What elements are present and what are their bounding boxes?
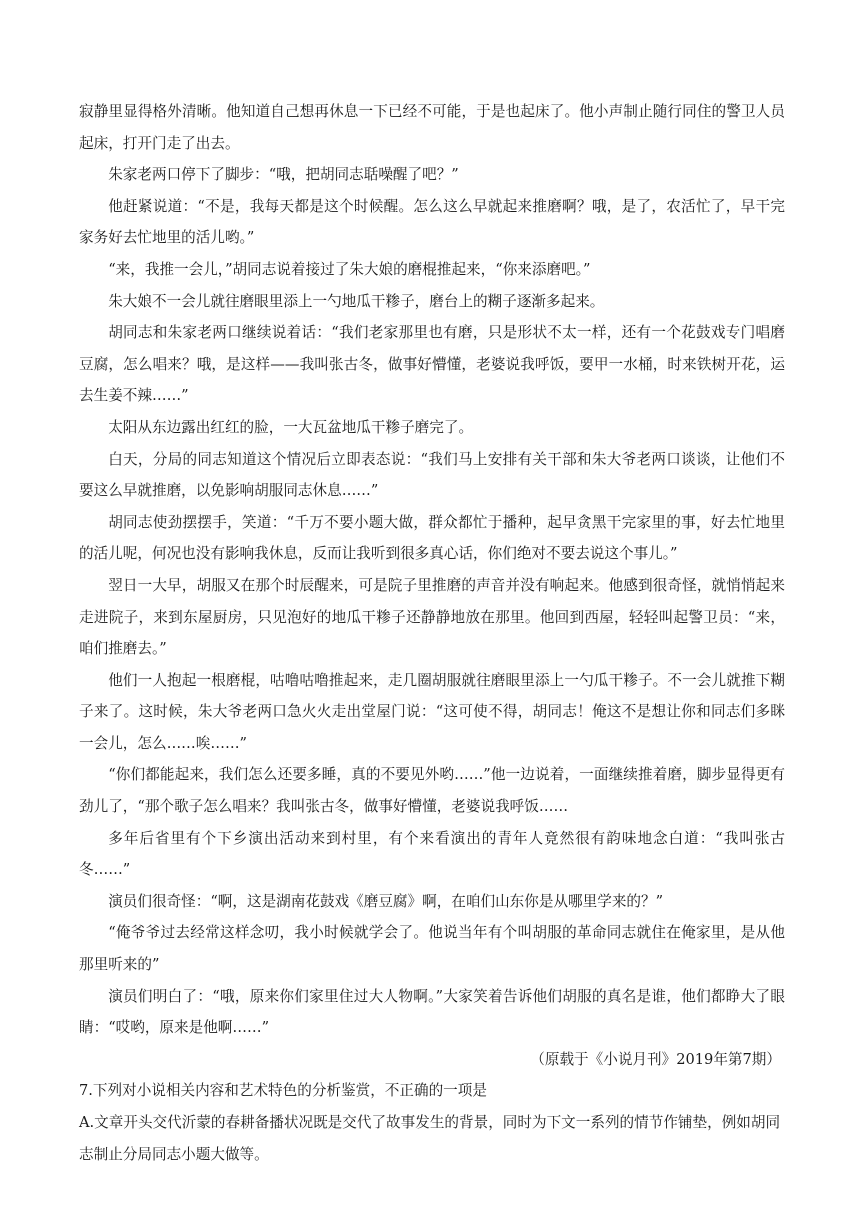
story-paragraph: 胡同志和朱家老两口继续说着话：“我们老家那里也有磨，只是形状不太一样，还有一个花鼓戏专门唱磨豆腐，怎么唱来？哦，是这样——我叫张古冬，做事好懵懂，老婆说我呼饭，要甲一水桶，时来铁树开花，运去生姜不辣……”: [79, 324, 785, 405]
story-paragraph: 翌日一大早，胡服又在那个时辰醒来，可是院子里推磨的声音并没有响起来。他感到很奇怪，就悄悄起来走进院子，来到东屋厨房，只见泡好的地瓜干糁子还静静地放在那里。他回到西屋，轻轻叫起警卫员：“来，咱们推磨去。”: [79, 576, 785, 658]
question-stem: 7.下列对小说相关内容和艺术特色的分析鉴赏，不正确的一项是: [79, 1082, 487, 1100]
source-citation: （原载于《小说月刊》2019年第7期）: [530, 1050, 781, 1068]
story-paragraph: 朱大娘不一会儿就往磨眼里添上一勺地瓜干糁子，磨台上的糊子逐渐多起来。: [108, 292, 605, 310]
story-paragraph: “你们都能起来，我们怎么还要多睡，真的不要见外哟……”他一边说着，一面继续推着磨，脚步显得更有劲儿了，“那个歌子怎么唱来？我叫张古冬，做事好懵懂，老婆说我呼饭……: [79, 766, 785, 816]
story-paragraph: 他们一人抱起一根磨棍，咕噜咕噜推起来，走几圈胡服就往磨眼里添上一勺瓜干糁子。不一会儿就推下糊子来了。这时候，朱大爷老两口急火火走出堂屋门说：“这可使不得，胡同志！俺这不是想让你和同志们多眯一会儿，怎么……唉……”: [79, 671, 785, 752]
option-a: A.文章开头交代沂蒙的春耕备播状况既是交代了故事发生的背景，同时为下文一系列的情节作铺垫，例如胡同志制止分局同志小题大做等。: [79, 1114, 781, 1163]
story-paragraph: 朱家老两口停下了脚步：“哦，把胡同志聒噪醒了吧？”: [108, 166, 459, 184]
story-paragraph: 寂静里显得格外清晰。他知道自己想再休息一下已经不可能，于是也起床了。他小声制止随行同住的警卫人员起床，打开门走了出去。: [79, 103, 785, 152]
story-paragraph: 演员们很奇怪：“啊，这是湖南花鼓戏《磨豆腐》啊，在咱们山东你是从哪里学来的？”: [108, 892, 664, 910]
story-paragraph: 演员们明白了：“哦，原来你们家里住过大人物啊。”大家笑着告诉他们胡服的真名是谁，他们都睁大了眼睛：“哎哟，原来是他啊……”: [79, 987, 785, 1037]
story-body: [79, 96, 785, 1044]
story-paragraph: 胡同志使劲摆摆手，笑道：“千万不要小题大做，群众都忙于播种，起早贪黑干完家里的事，好去忙地里的活儿呢，何况也没有影响我休息，反而让我听到很多真心话，你们绝对不要去说这个事儿。”: [79, 513, 785, 563]
story-paragraph: 白天，分局的同志知道这个情况后立即表态说：“我们马上安排有关干部和朱大爷老两口谈谈，让他们不要这么早就推磨，以免影响胡服同志休息……”: [79, 450, 785, 500]
story-paragraph: 多年后省里有个下乡演出活动来到村里，有个来看演出的青年人竟然很有韵味地念白道：“我叫张古冬……”: [79, 829, 785, 879]
document-page: [79, 96, 785, 1170]
story-paragraph: “俺爷爷过去经常这样念叨，我小时候就学会了。他说当年有个叫胡服的革命同志就住在俺家里，是从他那里听来的”: [79, 924, 785, 974]
story-paragraph: 太阳从东边露出红红的脸，一大瓦盆地瓜干糁子磨完了。: [108, 418, 474, 436]
story-paragraph: 他赶紧说道：“不是，我每天都是这个时候醒。怎么这么早就起来推磨啊？哦，是了，农活忙了，早干完家务好去忙地里的活儿哟。”: [79, 197, 785, 247]
story-paragraph: “来，我推一会儿，”胡同志说着接过了朱大娘的磨棍推起来，“你来添磨吧。”: [108, 260, 591, 278]
